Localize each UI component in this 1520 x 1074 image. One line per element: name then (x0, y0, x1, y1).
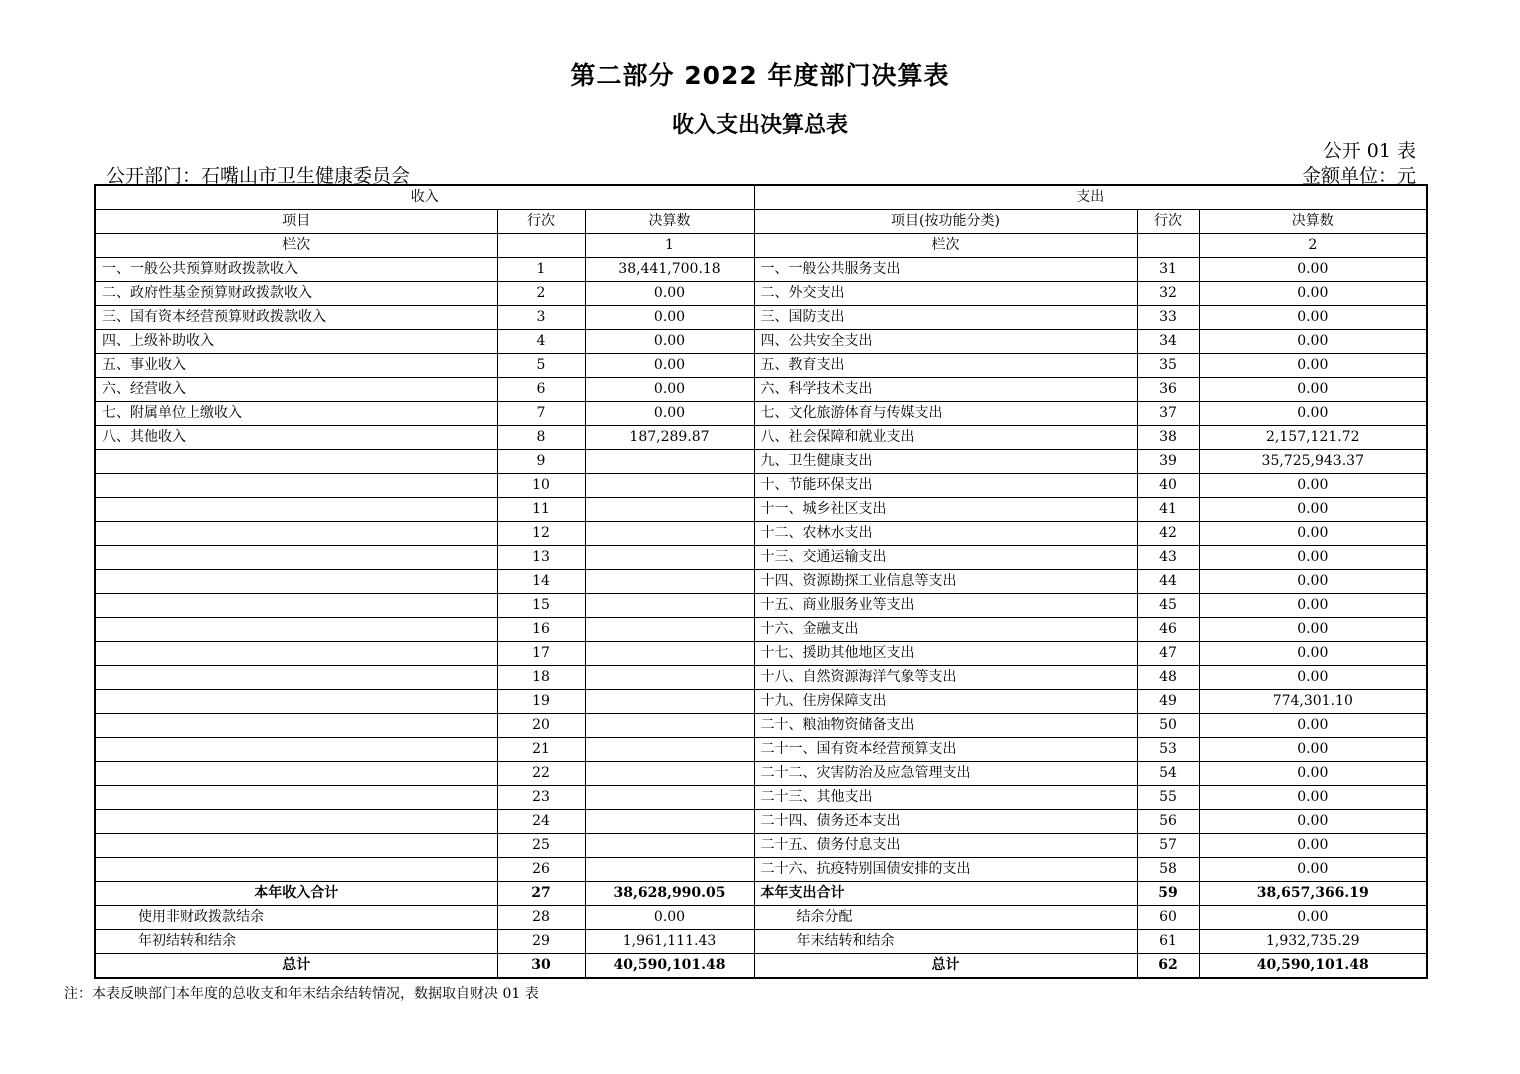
income-row-number-header: 行次 (497, 210, 585, 234)
income-amount: 38,628,990.05 (585, 882, 754, 906)
expense-row-number: 54 (1137, 762, 1199, 786)
income-amount: 0.00 (585, 402, 754, 426)
income-row-number: 18 (497, 666, 585, 690)
income-row-number: 10 (497, 474, 585, 498)
income-row-number: 12 (497, 522, 585, 546)
income-item: 本年收入合计 (95, 882, 497, 906)
table-row (95, 738, 1427, 762)
income-row-number: 9 (497, 450, 585, 474)
expense-item: 十四、资源勘探工业信息等支出 (754, 570, 1137, 594)
expense-amount: 0.00 (1199, 330, 1427, 354)
expense-row-number: 45 (1137, 594, 1199, 618)
income-item (95, 786, 497, 810)
income-item (95, 810, 497, 834)
expense-item: 十五、商业服务业等支出 (754, 594, 1137, 618)
expense-item: 年末结转和结余 (754, 930, 1137, 954)
expense-item-header: 项目(按功能分类) (754, 210, 1137, 234)
expense-row-number: 40 (1137, 474, 1199, 498)
expense-amount: 0.00 (1199, 666, 1427, 690)
income-item: 六、经营收入 (95, 378, 497, 402)
expense-item: 十二、农林水支出 (754, 522, 1137, 546)
expense-amount: 0.00 (1199, 762, 1427, 786)
income-row-number: 5 (497, 354, 585, 378)
income-item: 三、国有资本经营预算财政拨款收入 (95, 306, 497, 330)
expense-item: 九、卫生健康支出 (754, 450, 1137, 474)
expense-column-index: 2 (1199, 234, 1427, 258)
income-amount: 0.00 (585, 354, 754, 378)
income-amount: 0.00 (585, 330, 754, 354)
expense-item: 七、文化旅游体育与传媒支出 (754, 402, 1137, 426)
expense-section-header: 支出 (754, 185, 1427, 210)
expense-amount: 0.00 (1199, 378, 1427, 402)
income-item (95, 570, 497, 594)
income-item: 总计 (95, 954, 497, 979)
expense-item: 二十二、灾害防治及应急管理支出 (754, 762, 1137, 786)
table-row (95, 258, 1427, 282)
expense-amount: 0.00 (1199, 714, 1427, 738)
expense-row-number: 62 (1137, 954, 1199, 979)
income-column-index: 1 (585, 234, 754, 258)
empty-cell (1137, 234, 1199, 258)
expense-row-number: 41 (1137, 498, 1199, 522)
income-amount: 0.00 (585, 906, 754, 930)
table-row (95, 858, 1427, 882)
expense-row-number: 39 (1137, 450, 1199, 474)
department-label: 公开部门：石嘴山市卫生健康委员会 (106, 165, 411, 187)
table-row (95, 546, 1427, 570)
table-row (95, 450, 1427, 474)
empty-cell (497, 234, 585, 258)
table-row (95, 642, 1427, 666)
income-amount (585, 666, 754, 690)
expense-amount: 0.00 (1199, 498, 1427, 522)
income-item: 二、政府性基金预算财政拨款收入 (95, 282, 497, 306)
expense-amount-header: 决算数 (1199, 210, 1427, 234)
income-amount (585, 570, 754, 594)
expense-item: 四、公共安全支出 (754, 330, 1137, 354)
expense-row-number: 61 (1137, 930, 1199, 954)
expense-row-number: 35 (1137, 354, 1199, 378)
income-item (95, 762, 497, 786)
expense-row-number: 49 (1137, 690, 1199, 714)
table-row (95, 690, 1427, 714)
income-amount: 0.00 (585, 282, 754, 306)
expense-row-number: 48 (1137, 666, 1199, 690)
expense-amount: 0.00 (1199, 474, 1427, 498)
income-row-number: 8 (497, 426, 585, 450)
income-item (95, 834, 497, 858)
income-row-number: 11 (497, 498, 585, 522)
expense-row-number: 36 (1137, 378, 1199, 402)
income-amount-header: 决算数 (585, 210, 754, 234)
income-row-number: 21 (497, 738, 585, 762)
income-amount (585, 450, 754, 474)
table-row (95, 666, 1427, 690)
income-row-number: 16 (497, 618, 585, 642)
expense-row-number: 32 (1137, 282, 1199, 306)
income-item (95, 858, 497, 882)
income-row-number: 14 (497, 570, 585, 594)
expense-amount: 2,157,121.72 (1199, 426, 1427, 450)
income-amount: 187,289.87 (585, 426, 754, 450)
income-row-number: 1 (497, 258, 585, 282)
table-row (95, 282, 1427, 306)
income-amount: 0.00 (585, 378, 754, 402)
expense-row-number: 31 (1137, 258, 1199, 282)
expense-item: 二十、粮油物资储备支出 (754, 714, 1137, 738)
expense-item: 二十三、其他支出 (754, 786, 1137, 810)
income-item (95, 450, 497, 474)
expense-row-number: 56 (1137, 810, 1199, 834)
income-section-header: 收入 (95, 185, 754, 210)
expense-amount: 0.00 (1199, 258, 1427, 282)
income-item (95, 738, 497, 762)
income-amount (585, 834, 754, 858)
income-amount (585, 546, 754, 570)
expense-row-number: 59 (1137, 882, 1199, 906)
income-item (95, 498, 497, 522)
income-amount (585, 858, 754, 882)
income-item (95, 474, 497, 498)
expense-amount: 0.00 (1199, 546, 1427, 570)
table-row (95, 330, 1427, 354)
income-row-number: 19 (497, 690, 585, 714)
income-amount (585, 594, 754, 618)
income-row-number: 29 (497, 930, 585, 954)
expense-row-number-header: 行次 (1137, 210, 1199, 234)
expense-amount: 0.00 (1199, 642, 1427, 666)
expense-amount: 0.00 (1199, 570, 1427, 594)
expense-row-number: 58 (1137, 858, 1199, 882)
income-amount (585, 738, 754, 762)
expense-row-number: 33 (1137, 306, 1199, 330)
expense-item: 本年支出合计 (754, 882, 1137, 906)
income-item: 七、附属单位上缴收入 (95, 402, 497, 426)
income-amount (585, 618, 754, 642)
income-amount (585, 498, 754, 522)
income-item: 年初结转和结余 (95, 930, 497, 954)
income-item (95, 714, 497, 738)
expense-amount: 0.00 (1199, 282, 1427, 306)
table-row (95, 714, 1427, 738)
table-section-header-row (95, 185, 1427, 210)
expense-row-number: 53 (1137, 738, 1199, 762)
income-item (95, 666, 497, 690)
expense-row-number: 47 (1137, 642, 1199, 666)
expense-amount: 0.00 (1199, 834, 1427, 858)
expense-item: 二十一、国有资本经营预算支出 (754, 738, 1137, 762)
expense-amount: 0.00 (1199, 402, 1427, 426)
expense-item: 三、国防支出 (754, 306, 1137, 330)
expense-row-number: 34 (1137, 330, 1199, 354)
expense-item: 十六、金融支出 (754, 618, 1137, 642)
income-item: 五、事业收入 (95, 354, 497, 378)
income-item (95, 618, 497, 642)
income-expense-table (94, 184, 1428, 979)
table-row (95, 354, 1427, 378)
income-row-number: 7 (497, 402, 585, 426)
income-amount (585, 810, 754, 834)
income-item (95, 642, 497, 666)
income-item (95, 546, 497, 570)
expense-amount: 0.00 (1199, 906, 1427, 930)
income-amount (585, 474, 754, 498)
income-row-number: 13 (497, 546, 585, 570)
expense-row-number: 50 (1137, 714, 1199, 738)
table-row (95, 594, 1427, 618)
expense-item: 十九、住房保障支出 (754, 690, 1137, 714)
income-amount (585, 522, 754, 546)
expense-row-number: 60 (1137, 906, 1199, 930)
income-item: 使用非财政拨款结余 (95, 906, 497, 930)
expense-amount: 38,657,366.19 (1199, 882, 1427, 906)
income-item: 一、一般公共预算财政拨款收入 (95, 258, 497, 282)
income-row-number: 24 (497, 810, 585, 834)
income-item: 八、其他收入 (95, 426, 497, 450)
income-row-number: 6 (497, 378, 585, 402)
expense-item: 八、社会保障和就业支出 (754, 426, 1137, 450)
summary-row (95, 906, 1427, 930)
page-title: 第二部分 2022 年度部门决算表 (570, 61, 950, 90)
table-row (95, 618, 1427, 642)
income-amount: 38,441,700.18 (585, 258, 754, 282)
income-row-number: 25 (497, 834, 585, 858)
income-row-number: 2 (497, 282, 585, 306)
income-row-number: 27 (497, 882, 585, 906)
income-amount (585, 642, 754, 666)
expense-amount: 0.00 (1199, 306, 1427, 330)
expense-amount: 0.00 (1199, 786, 1427, 810)
table-row (95, 306, 1427, 330)
table-row (95, 474, 1427, 498)
expense-item: 一、一般公共服务支出 (754, 258, 1137, 282)
expense-amount: 35,725,943.37 (1199, 450, 1427, 474)
expense-item: 二十六、抗疫特别国债安排的支出 (754, 858, 1137, 882)
expense-item: 五、教育支出 (754, 354, 1137, 378)
column-index-row (95, 234, 1427, 258)
expense-item: 二十五、债务付息支出 (754, 834, 1137, 858)
expense-item: 十、节能环保支出 (754, 474, 1137, 498)
table-row (95, 810, 1427, 834)
expense-amount: 1,932,735.29 (1199, 930, 1427, 954)
income-amount (585, 714, 754, 738)
income-row-number: 26 (497, 858, 585, 882)
expense-amount: 0.00 (1199, 522, 1427, 546)
expense-amount: 0.00 (1199, 594, 1427, 618)
income-item (95, 594, 497, 618)
footnote: 注：本表反映部门本年度的总收支和年末结余结转情况，数据取自财决 01 表 (64, 986, 539, 1002)
table-title: 收入支出决算总表 (671, 113, 848, 138)
table-row (95, 402, 1427, 426)
expense-item: 二、外交支出 (754, 282, 1137, 306)
expense-column-label: 栏次 (754, 234, 1137, 258)
expense-row-number: 37 (1137, 402, 1199, 426)
table-row (95, 522, 1427, 546)
expense-row-number: 44 (1137, 570, 1199, 594)
table-row (95, 498, 1427, 522)
income-item: 四、上级补助收入 (95, 330, 497, 354)
income-row-number: 4 (497, 330, 585, 354)
income-item (95, 690, 497, 714)
expense-amount: 774,301.10 (1199, 690, 1427, 714)
expense-item: 十三、交通运输支出 (754, 546, 1137, 570)
expense-row-number: 43 (1137, 546, 1199, 570)
income-row-number: 23 (497, 786, 585, 810)
table-row (95, 570, 1427, 594)
expense-row-number: 57 (1137, 834, 1199, 858)
expense-item: 十七、援助其他地区支出 (754, 642, 1137, 666)
summary-row (95, 882, 1427, 906)
expense-amount: 0.00 (1199, 354, 1427, 378)
income-row-number: 3 (497, 306, 585, 330)
table-row (95, 378, 1427, 402)
expense-row-number: 46 (1137, 618, 1199, 642)
expense-amount: 0.00 (1199, 738, 1427, 762)
income-row-number: 28 (497, 906, 585, 930)
income-amount (585, 786, 754, 810)
income-row-number: 17 (497, 642, 585, 666)
expense-item: 十一、城乡社区支出 (754, 498, 1137, 522)
expense-amount: 0.00 (1199, 618, 1427, 642)
expense-item: 总计 (754, 954, 1137, 979)
income-row-number: 30 (497, 954, 585, 979)
income-amount: 40,590,101.48 (585, 954, 754, 979)
income-item-header: 项目 (95, 210, 497, 234)
table-row (95, 426, 1427, 450)
expense-item: 结余分配 (754, 906, 1137, 930)
summary-row (95, 930, 1427, 954)
table-column-header-row (95, 210, 1427, 234)
expense-item: 二十四、债务还本支出 (754, 810, 1137, 834)
expense-row-number: 55 (1137, 786, 1199, 810)
income-amount (585, 690, 754, 714)
income-column-label: 栏次 (95, 234, 497, 258)
currency-unit-label: 金额单位：元 (1301, 165, 1416, 187)
table-number: 公开 01 表 (1322, 140, 1416, 162)
table-row (95, 786, 1427, 810)
income-row-number: 22 (497, 762, 585, 786)
income-amount: 0.00 (585, 306, 754, 330)
expense-item: 十八、自然资源海洋气象等支出 (754, 666, 1137, 690)
expense-amount: 40,590,101.48 (1199, 954, 1427, 979)
expense-row-number: 42 (1137, 522, 1199, 546)
expense-amount: 0.00 (1199, 810, 1427, 834)
expense-row-number: 38 (1137, 426, 1199, 450)
table-row (95, 834, 1427, 858)
income-item (95, 522, 497, 546)
expense-item: 六、科学技术支出 (754, 378, 1137, 402)
income-row-number: 20 (497, 714, 585, 738)
expense-amount: 0.00 (1199, 858, 1427, 882)
summary-row (95, 954, 1427, 979)
income-amount (585, 762, 754, 786)
income-amount: 1,961,111.43 (585, 930, 754, 954)
income-row-number: 15 (497, 594, 585, 618)
table-row (95, 762, 1427, 786)
